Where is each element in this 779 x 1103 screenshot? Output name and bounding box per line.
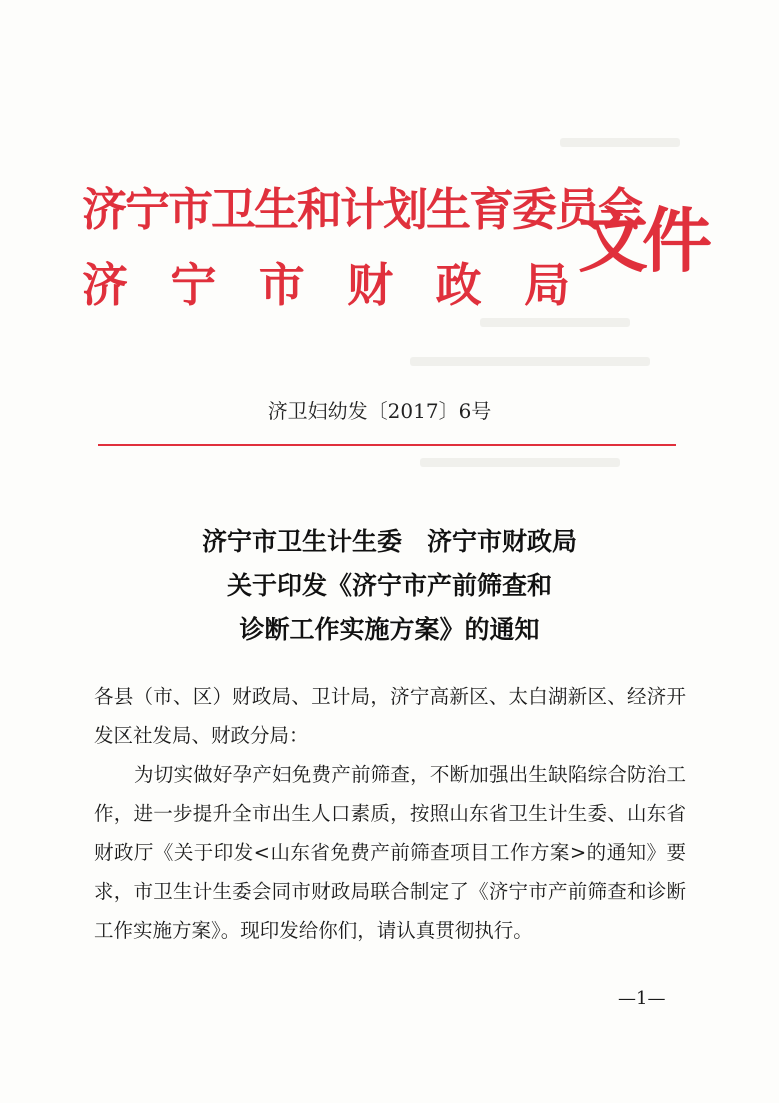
issuer-char: 市	[258, 258, 305, 312]
title-line: 济宁市卫生计生委 济宁市财政局	[201, 527, 577, 556]
bleed-through-mark	[420, 458, 620, 467]
title-line: 关于印发《济宁市产前筛查和	[226, 571, 552, 600]
issuer-line-health-commission: 济宁市卫生和计划生育委员会	[82, 183, 642, 236]
addressee: 各县（市、区）财政局、卫计局，济宁高新区、太白湖新区、经济开发区社发局、财政分局：	[94, 685, 686, 747]
issuer-char: 局	[523, 258, 570, 312]
document-number: 济卫妇幼发〔2017〕6号	[267, 399, 492, 423]
page-number: —1—	[618, 988, 666, 1009]
body-paragraph: 为切实做好孕产妇免费产前筛查，不断加强出生缺陷综合防治工作，进一步提升全市出生人口素质，按照山东省卫生计生委、山东省财政厅《关于印发<山东省免费产前筛查项目工作方案>的通知》要求，市卫生计生委会同市财政局联合制定了《济宁市产前筛查和诊断工作实施方案》。现印发给你们，请认真贯彻执行。	[94, 763, 686, 942]
issuer-char: 财	[347, 258, 394, 312]
bleed-through-mark	[410, 357, 650, 366]
title-line: 诊断工作实施方案》的通知	[239, 615, 540, 644]
issuer-char: 宁	[170, 258, 217, 312]
bleed-through-mark	[560, 138, 680, 147]
issuer-line-finance-bureau	[82, 255, 570, 315]
document-type-label: 文件	[578, 199, 706, 282]
bleed-through-mark	[480, 318, 630, 327]
document-title	[0, 520, 779, 652]
issuer-char: 济	[82, 258, 128, 312]
document-body	[94, 677, 686, 950]
red-separator-rule	[98, 444, 676, 446]
issuer-char: 政	[435, 258, 482, 312]
